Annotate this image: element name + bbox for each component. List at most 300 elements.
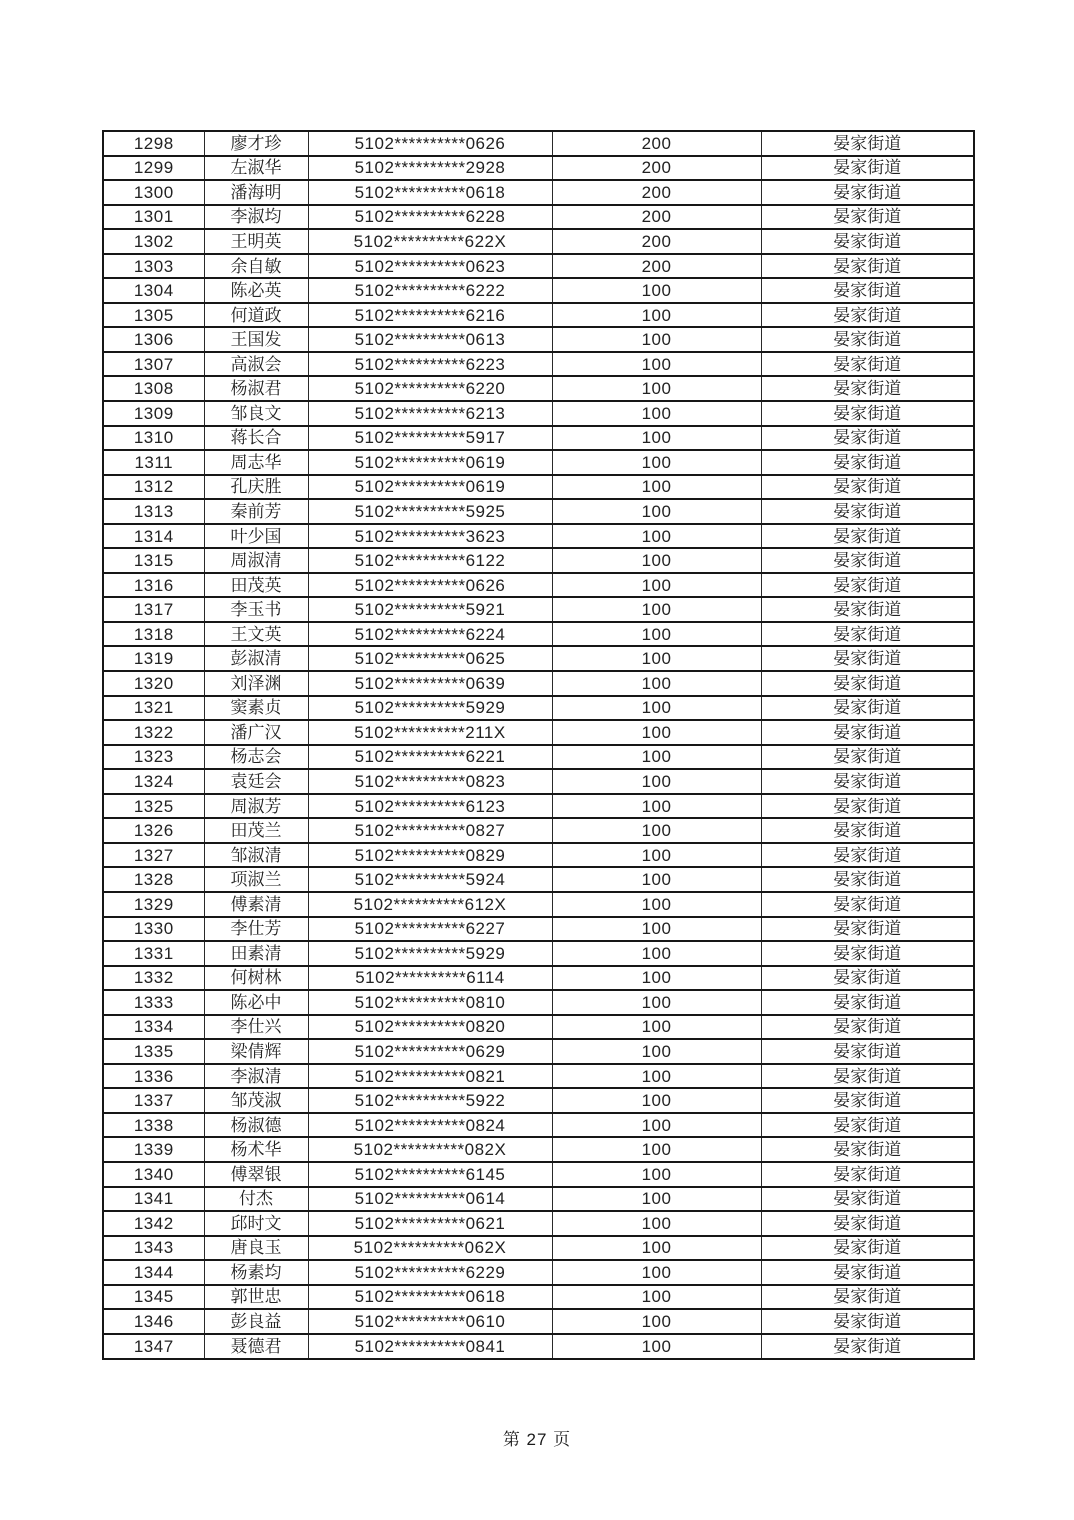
cell-id_masked: 5102**********6213: [308, 401, 552, 426]
cell-name: 杨淑君: [204, 376, 308, 401]
cell-no: 1303: [103, 254, 204, 279]
table-row: [103, 1211, 974, 1236]
cell-amount: 100: [552, 597, 761, 622]
cell-amount: 100: [552, 1260, 761, 1285]
cell-id_masked: 5102**********0623: [308, 254, 552, 279]
table-row: [103, 1285, 974, 1310]
cell-id_masked: 5102**********0824: [308, 1113, 552, 1138]
cell-name: 王国发: [204, 327, 308, 352]
cell-id_masked: 5102**********082X: [308, 1137, 552, 1162]
cell-name: 傅素清: [204, 892, 308, 917]
cell-no: 1323: [103, 745, 204, 770]
cell-district: 晏家街道: [761, 401, 974, 426]
cell-no: 1307: [103, 352, 204, 377]
cell-name: 梁倩辉: [204, 1039, 308, 1064]
cell-no: 1345: [103, 1285, 204, 1310]
cell-name: 余自敏: [204, 254, 308, 279]
cell-district: 晏家街道: [761, 1064, 974, 1089]
cell-no: 1326: [103, 818, 204, 843]
page-number: 第 27 页: [502, 1430, 572, 1449]
cell-no: 1314: [103, 524, 204, 549]
cell-id_masked: 5102**********5925: [308, 499, 552, 524]
cell-id_masked: 5102**********6223: [308, 352, 552, 377]
cell-no: 1342: [103, 1211, 204, 1236]
table-row: [103, 1309, 974, 1334]
cell-no: 1325: [103, 794, 204, 819]
cell-no: 1324: [103, 769, 204, 794]
table-row: [103, 1162, 974, 1187]
cell-district: 晏家街道: [761, 892, 974, 917]
cell-amount: 100: [552, 966, 761, 991]
cell-no: 1300: [103, 180, 204, 205]
cell-amount: 100: [552, 327, 761, 352]
cell-amount: 100: [552, 794, 761, 819]
cell-no: 1318: [103, 622, 204, 647]
cell-amount: 100: [552, 1334, 761, 1359]
cell-name: 左淑华: [204, 156, 308, 181]
cell-no: 1317: [103, 597, 204, 622]
cell-amount: 100: [552, 990, 761, 1015]
cell-district: 晏家街道: [761, 1236, 974, 1261]
table-row: [103, 573, 974, 598]
cell-id_masked: 5102**********3623: [308, 524, 552, 549]
table-row: [103, 376, 974, 401]
cell-id_masked: 5102**********062X: [308, 1236, 552, 1261]
cell-amount: 100: [552, 769, 761, 794]
cell-name: 潘海明: [204, 180, 308, 205]
cell-id_masked: 5102**********0610: [308, 1309, 552, 1334]
cell-amount: 200: [552, 180, 761, 205]
cell-id_masked: 5102**********6216: [308, 303, 552, 328]
cell-district: 晏家街道: [761, 990, 974, 1015]
cell-id_masked: 5102**********6220: [308, 376, 552, 401]
table-row: [103, 180, 974, 205]
table-row: [103, 131, 974, 156]
table-row: [103, 327, 974, 352]
cell-amount: 200: [552, 254, 761, 279]
cell-amount: 200: [552, 156, 761, 181]
cell-no: 1340: [103, 1162, 204, 1187]
cell-amount: 100: [552, 1064, 761, 1089]
cell-name: 郭世忠: [204, 1285, 308, 1310]
cell-amount: 100: [552, 401, 761, 426]
cell-name: 蒋长合: [204, 426, 308, 451]
cell-id_masked: 5102**********0841: [308, 1334, 552, 1359]
table-row: [103, 254, 974, 279]
cell-no: 1306: [103, 327, 204, 352]
cell-id_masked: 5102**********5929: [308, 941, 552, 966]
table-row: [103, 156, 974, 181]
cell-id_masked: 5102**********0621: [308, 1211, 552, 1236]
cell-district: 晏家街道: [761, 941, 974, 966]
cell-amount: 100: [552, 499, 761, 524]
cell-district: 晏家街道: [761, 1015, 974, 1040]
cell-name: 唐良玉: [204, 1236, 308, 1261]
cell-id_masked: 5102**********6222: [308, 278, 552, 303]
table-row: [103, 646, 974, 671]
cell-no: 1302: [103, 229, 204, 254]
cell-amount: 100: [552, 1088, 761, 1113]
cell-name: 杨志会: [204, 745, 308, 770]
cell-id_masked: 5102**********0820: [308, 1015, 552, 1040]
cell-no: 1308: [103, 376, 204, 401]
cell-amount: 100: [552, 573, 761, 598]
cell-amount: 100: [552, 696, 761, 721]
cell-district: 晏家街道: [761, 1088, 974, 1113]
cell-no: 1315: [103, 548, 204, 573]
cell-amount: 100: [552, 450, 761, 475]
cell-name: 何道政: [204, 303, 308, 328]
cell-no: 1338: [103, 1113, 204, 1138]
table-row: [103, 278, 974, 303]
cell-name: 田素清: [204, 941, 308, 966]
cell-name: 彭良益: [204, 1309, 308, 1334]
cell-district: 晏家街道: [761, 646, 974, 671]
cell-no: 1334: [103, 1015, 204, 1040]
cell-amount: 200: [552, 229, 761, 254]
cell-district: 晏家街道: [761, 426, 974, 451]
cell-id_masked: 5102**********0827: [308, 818, 552, 843]
cell-district: 晏家街道: [761, 696, 974, 721]
cell-district: 晏家街道: [761, 1285, 974, 1310]
cell-id_masked: 5102**********0619: [308, 450, 552, 475]
cell-id_masked: 5102**********0619: [308, 475, 552, 500]
table-row: [103, 352, 974, 377]
table-row: [103, 205, 974, 230]
cell-district: 晏家街道: [761, 352, 974, 377]
cell-district: 晏家街道: [761, 745, 974, 770]
cell-no: 1333: [103, 990, 204, 1015]
cell-name: 杨素均: [204, 1260, 308, 1285]
cell-no: 1331: [103, 941, 204, 966]
cell-no: 1309: [103, 401, 204, 426]
cell-id_masked: 5102**********211X: [308, 720, 552, 745]
cell-amount: 100: [552, 1236, 761, 1261]
cell-district: 晏家街道: [761, 205, 974, 230]
cell-amount: 100: [552, 941, 761, 966]
cell-id_masked: 5102**********0639: [308, 671, 552, 696]
cell-no: 1313: [103, 499, 204, 524]
table-row: [103, 990, 974, 1015]
cell-name: 李仕芳: [204, 917, 308, 942]
cell-id_masked: 5102**********2928: [308, 156, 552, 181]
cell-no: 1321: [103, 696, 204, 721]
cell-district: 晏家街道: [761, 917, 974, 942]
cell-name: 周志华: [204, 450, 308, 475]
cell-name: 杨淑德: [204, 1113, 308, 1138]
cell-name: 李淑清: [204, 1064, 308, 1089]
cell-amount: 100: [552, 1015, 761, 1040]
cell-amount: 100: [552, 1309, 761, 1334]
cell-id_masked: 5102**********0614: [308, 1187, 552, 1212]
cell-district: 晏家街道: [761, 499, 974, 524]
cell-amount: 100: [552, 622, 761, 647]
table-row: [103, 818, 974, 843]
cell-name: 叶少国: [204, 524, 308, 549]
cell-id_masked: 5102**********0629: [308, 1039, 552, 1064]
table-row: [103, 548, 974, 573]
cell-name: 袁廷会: [204, 769, 308, 794]
cell-district: 晏家街道: [761, 1113, 974, 1138]
cell-no: 1304: [103, 278, 204, 303]
cell-name: 李淑均: [204, 205, 308, 230]
cell-id_masked: 5102**********5921: [308, 597, 552, 622]
table-row: [103, 892, 974, 917]
cell-name: 周淑芳: [204, 794, 308, 819]
table-row: [103, 867, 974, 892]
cell-name: 窦素贞: [204, 696, 308, 721]
cell-district: 晏家街道: [761, 769, 974, 794]
cell-no: 1330: [103, 917, 204, 942]
cell-amount: 100: [552, 843, 761, 868]
cell-name: 陈必英: [204, 278, 308, 303]
table-row: [103, 1236, 974, 1261]
cell-name: 高淑会: [204, 352, 308, 377]
table-row: [103, 1137, 974, 1162]
cell-amount: 100: [552, 646, 761, 671]
cell-name: 邹良文: [204, 401, 308, 426]
cell-amount: 100: [552, 1285, 761, 1310]
table-row: [103, 622, 974, 647]
cell-id_masked: 5102**********6224: [308, 622, 552, 647]
cell-id_masked: 5102**********0618: [308, 1285, 552, 1310]
table-row: [103, 1064, 974, 1089]
cell-id_masked: 5102**********6229: [308, 1260, 552, 1285]
cell-district: 晏家街道: [761, 524, 974, 549]
cell-id_masked: 5102**********6227: [308, 917, 552, 942]
cell-no: 1298: [103, 131, 204, 156]
cell-id_masked: 5102**********6228: [308, 205, 552, 230]
cell-no: 1327: [103, 843, 204, 868]
cell-id_masked: 5102**********0618: [308, 180, 552, 205]
cell-amount: 100: [552, 917, 761, 942]
cell-amount: 100: [552, 352, 761, 377]
cell-amount: 100: [552, 1039, 761, 1064]
cell-district: 晏家街道: [761, 966, 974, 991]
cell-district: 晏家街道: [761, 622, 974, 647]
cell-no: 1305: [103, 303, 204, 328]
cell-district: 晏家街道: [761, 376, 974, 401]
cell-no: 1322: [103, 720, 204, 745]
table-row: [103, 917, 974, 942]
cell-name: 潘广汉: [204, 720, 308, 745]
table-row: [103, 1113, 974, 1138]
cell-district: 晏家街道: [761, 278, 974, 303]
cell-district: 晏家街道: [761, 229, 974, 254]
cell-district: 晏家街道: [761, 254, 974, 279]
cell-amount: 100: [552, 1187, 761, 1212]
cell-amount: 100: [552, 745, 761, 770]
cell-no: 1329: [103, 892, 204, 917]
cell-id_masked: 5102**********0810: [308, 990, 552, 1015]
cell-id_masked: 5102**********0821: [308, 1064, 552, 1089]
cell-no: 1343: [103, 1236, 204, 1261]
cell-id_masked: 5102**********622X: [308, 229, 552, 254]
cell-amount: 100: [552, 1162, 761, 1187]
cell-amount: 100: [552, 548, 761, 573]
cell-no: 1312: [103, 475, 204, 500]
table-row: [103, 794, 974, 819]
cell-amount: 200: [552, 131, 761, 156]
cell-district: 晏家街道: [761, 1260, 974, 1285]
cell-id_masked: 5102**********6123: [308, 794, 552, 819]
cell-no: 1319: [103, 646, 204, 671]
cell-district: 晏家街道: [761, 180, 974, 205]
cell-district: 晏家街道: [761, 794, 974, 819]
table-row: [103, 401, 974, 426]
cell-district: 晏家街道: [761, 720, 974, 745]
cell-no: 1344: [103, 1260, 204, 1285]
cell-id_masked: 5102**********5929: [308, 696, 552, 721]
cell-id_masked: 5102**********612X: [308, 892, 552, 917]
table-row: [103, 1039, 974, 1064]
table-row: [103, 1187, 974, 1212]
table-row: [103, 1334, 974, 1359]
cell-no: 1301: [103, 205, 204, 230]
cell-name: 邹茂淑: [204, 1088, 308, 1113]
cell-no: 1346: [103, 1309, 204, 1334]
table-row: [103, 303, 974, 328]
cell-name: 聂德君: [204, 1334, 308, 1359]
table-row: [103, 1015, 974, 1040]
table-row: [103, 524, 974, 549]
table-row: [103, 671, 974, 696]
cell-district: 晏家街道: [761, 597, 974, 622]
cell-name: 王明英: [204, 229, 308, 254]
cell-amount: 100: [552, 426, 761, 451]
table-row: [103, 769, 974, 794]
cell-name: 邱时文: [204, 1211, 308, 1236]
cell-name: 王文英: [204, 622, 308, 647]
table-row: [103, 426, 974, 451]
cell-id_masked: 5102**********6145: [308, 1162, 552, 1187]
cell-district: 晏家街道: [761, 156, 974, 181]
cell-name: 邹淑清: [204, 843, 308, 868]
cell-no: 1320: [103, 671, 204, 696]
table-row: [103, 843, 974, 868]
table-row: [103, 597, 974, 622]
table-row: [103, 745, 974, 770]
cell-id_masked: 5102**********0626: [308, 573, 552, 598]
cell-id_masked: 5102**********5917: [308, 426, 552, 451]
cell-name: 周淑清: [204, 548, 308, 573]
cell-name: 付杰: [204, 1187, 308, 1212]
cell-district: 晏家街道: [761, 1162, 974, 1187]
cell-district: 晏家街道: [761, 1039, 974, 1064]
cell-id_masked: 5102**********6122: [308, 548, 552, 573]
cell-no: 1328: [103, 867, 204, 892]
cell-no: 1316: [103, 573, 204, 598]
cell-no: 1335: [103, 1039, 204, 1064]
cell-no: 1299: [103, 156, 204, 181]
cell-no: 1332: [103, 966, 204, 991]
cell-name: 田茂兰: [204, 818, 308, 843]
cell-no: 1347: [103, 1334, 204, 1359]
cell-district: 晏家街道: [761, 303, 974, 328]
cell-id_masked: 5102**********5924: [308, 867, 552, 892]
cell-no: 1336: [103, 1064, 204, 1089]
table-row: [103, 229, 974, 254]
table-row: [103, 941, 974, 966]
cell-name: 李仕兴: [204, 1015, 308, 1040]
table-row: [103, 1088, 974, 1113]
cell-name: 何树林: [204, 966, 308, 991]
cell-name: 李玉书: [204, 597, 308, 622]
cell-district: 晏家街道: [761, 1334, 974, 1359]
cell-amount: 100: [552, 671, 761, 696]
cell-amount: 100: [552, 867, 761, 892]
cell-district: 晏家街道: [761, 450, 974, 475]
cell-amount: 100: [552, 1137, 761, 1162]
cell-district: 晏家街道: [761, 818, 974, 843]
cell-district: 晏家街道: [761, 1187, 974, 1212]
cell-amount: 100: [552, 818, 761, 843]
cell-district: 晏家街道: [761, 548, 974, 573]
cell-id_masked: 5102**********0626: [308, 131, 552, 156]
cell-no: 1339: [103, 1137, 204, 1162]
cell-amount: 100: [552, 278, 761, 303]
table-row: [103, 1260, 974, 1285]
cell-district: 晏家街道: [761, 867, 974, 892]
cell-amount: 100: [552, 720, 761, 745]
table-body: [103, 131, 974, 1359]
cell-district: 晏家街道: [761, 573, 974, 598]
cell-id_masked: 5102**********0823: [308, 769, 552, 794]
cell-name: 秦前芳: [204, 499, 308, 524]
table-row: [103, 696, 974, 721]
cell-district: 晏家街道: [761, 1137, 974, 1162]
cell-id_masked: 5102**********6221: [308, 745, 552, 770]
cell-name: 田茂英: [204, 573, 308, 598]
table-row: [103, 450, 974, 475]
beneficiary-table: [102, 130, 975, 1360]
cell-no: 1310: [103, 426, 204, 451]
cell-name: 彭淑清: [204, 646, 308, 671]
cell-district: 晏家街道: [761, 671, 974, 696]
cell-district: 晏家街道: [761, 327, 974, 352]
table-row: [103, 475, 974, 500]
cell-name: 陈必中: [204, 990, 308, 1015]
table-row: [103, 966, 974, 991]
cell-amount: 100: [552, 1113, 761, 1138]
cell-amount: 100: [552, 1211, 761, 1236]
cell-name: 孔庆胜: [204, 475, 308, 500]
cell-amount: 100: [552, 892, 761, 917]
cell-id_masked: 5102**********6114: [308, 966, 552, 991]
cell-district: 晏家街道: [761, 1309, 974, 1334]
cell-district: 晏家街道: [761, 1211, 974, 1236]
cell-id_masked: 5102**********0625: [308, 646, 552, 671]
cell-no: 1311: [103, 450, 204, 475]
cell-name: 刘泽渊: [204, 671, 308, 696]
cell-no: 1341: [103, 1187, 204, 1212]
cell-name: 杨术华: [204, 1137, 308, 1162]
cell-amount: 100: [552, 475, 761, 500]
cell-district: 晏家街道: [761, 475, 974, 500]
cell-name: 项淑兰: [204, 867, 308, 892]
cell-name: 廖才珍: [204, 131, 308, 156]
cell-name: 傅翠银: [204, 1162, 308, 1187]
table-row: [103, 499, 974, 524]
cell-id_masked: 5102**********5922: [308, 1088, 552, 1113]
cell-amount: 100: [552, 524, 761, 549]
cell-amount: 100: [552, 303, 761, 328]
cell-amount: 200: [552, 205, 761, 230]
cell-amount: 100: [552, 376, 761, 401]
cell-no: 1337: [103, 1088, 204, 1113]
cell-id_masked: 5102**********0613: [308, 327, 552, 352]
cell-district: 晏家街道: [761, 131, 974, 156]
